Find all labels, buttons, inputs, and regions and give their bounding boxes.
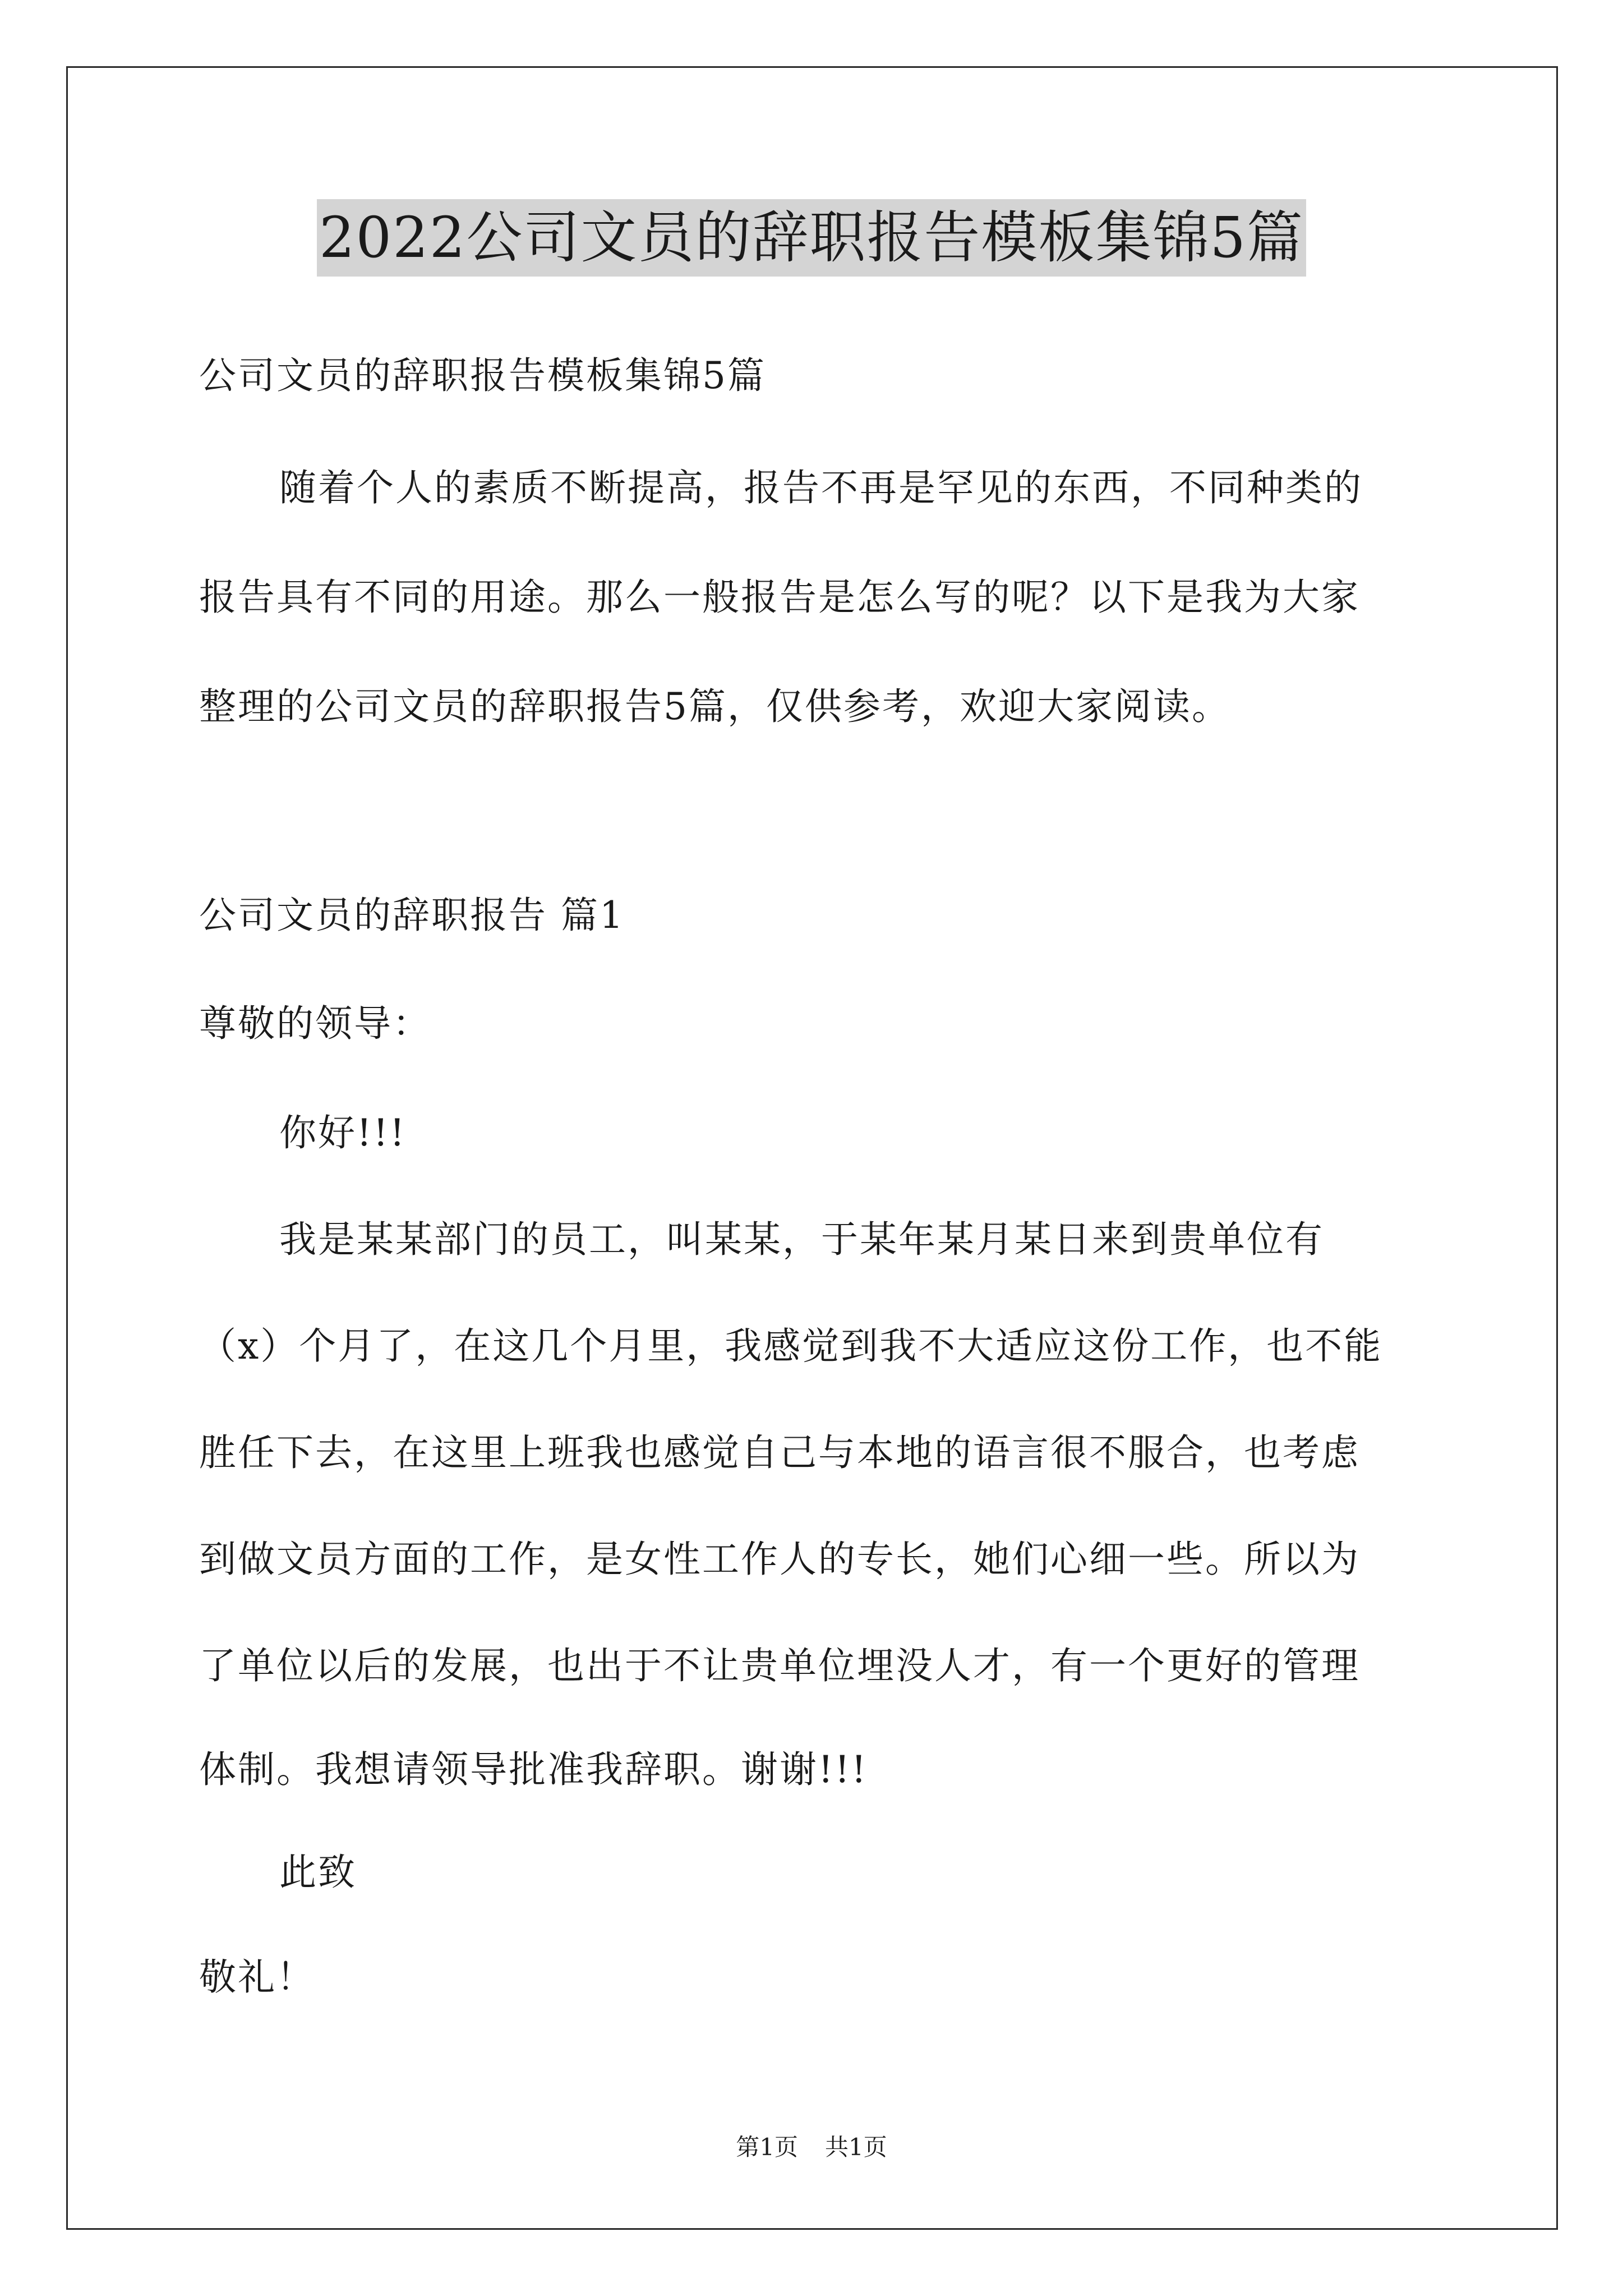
document-title: 2022公司文员的辞职报告模板集锦5篇	[317, 199, 1306, 277]
salutation: 尊敬的领导：	[199, 1002, 431, 1045]
document-subtitle: 公司文员的辞职报告模板集锦5篇	[199, 354, 766, 397]
body-line-3: 胜任下去，在这里上班我也感觉自己与本地的语言很不服合，也考虑	[199, 1431, 1360, 1474]
intro-line-3: 整理的公司文员的辞职报告5篇，仅供参考，欢迎大家阅读。	[199, 685, 1230, 728]
closing-line-1: 此致	[279, 1851, 357, 1894]
title-container	[0, 199, 1623, 277]
page-number-total: 共1页	[825, 2133, 887, 2161]
closing-line-2: 敬礼！	[199, 1955, 315, 1999]
intro-line-1: 随着个人的素质不断提高，报告不再是罕见的东西，不同种类的	[279, 466, 1363, 509]
section-heading: 公司文员的辞职报告 篇1	[199, 894, 625, 937]
page-footer	[0, 2132, 1623, 2163]
body-line-4: 到做文员方面的工作，是女性工作人的专长，她们心细一些。所以为	[199, 1538, 1360, 1581]
intro-line-2: 报告具有不同的用途。那么一般报告是怎么写的呢？以下是我为大家	[199, 576, 1360, 619]
greeting: 你好!!!	[279, 1111, 407, 1154]
page-number-current: 第1页	[736, 2133, 798, 2161]
body-line-1: 我是某某部门的员工，叫某某，于某年某月某日来到贵单位有	[279, 1218, 1324, 1261]
body-line-5: 了单位以后的发展，也出于不让贵单位埋没人才，有一个更好的管理	[199, 1644, 1360, 1687]
body-line-6: 体制。我想请领导批准我辞职。谢谢!!!	[199, 1748, 868, 1791]
body-line-2: （x）个月了，在这几个月里，我感觉到我不大适应这份工作，也不能	[199, 1324, 1383, 1368]
